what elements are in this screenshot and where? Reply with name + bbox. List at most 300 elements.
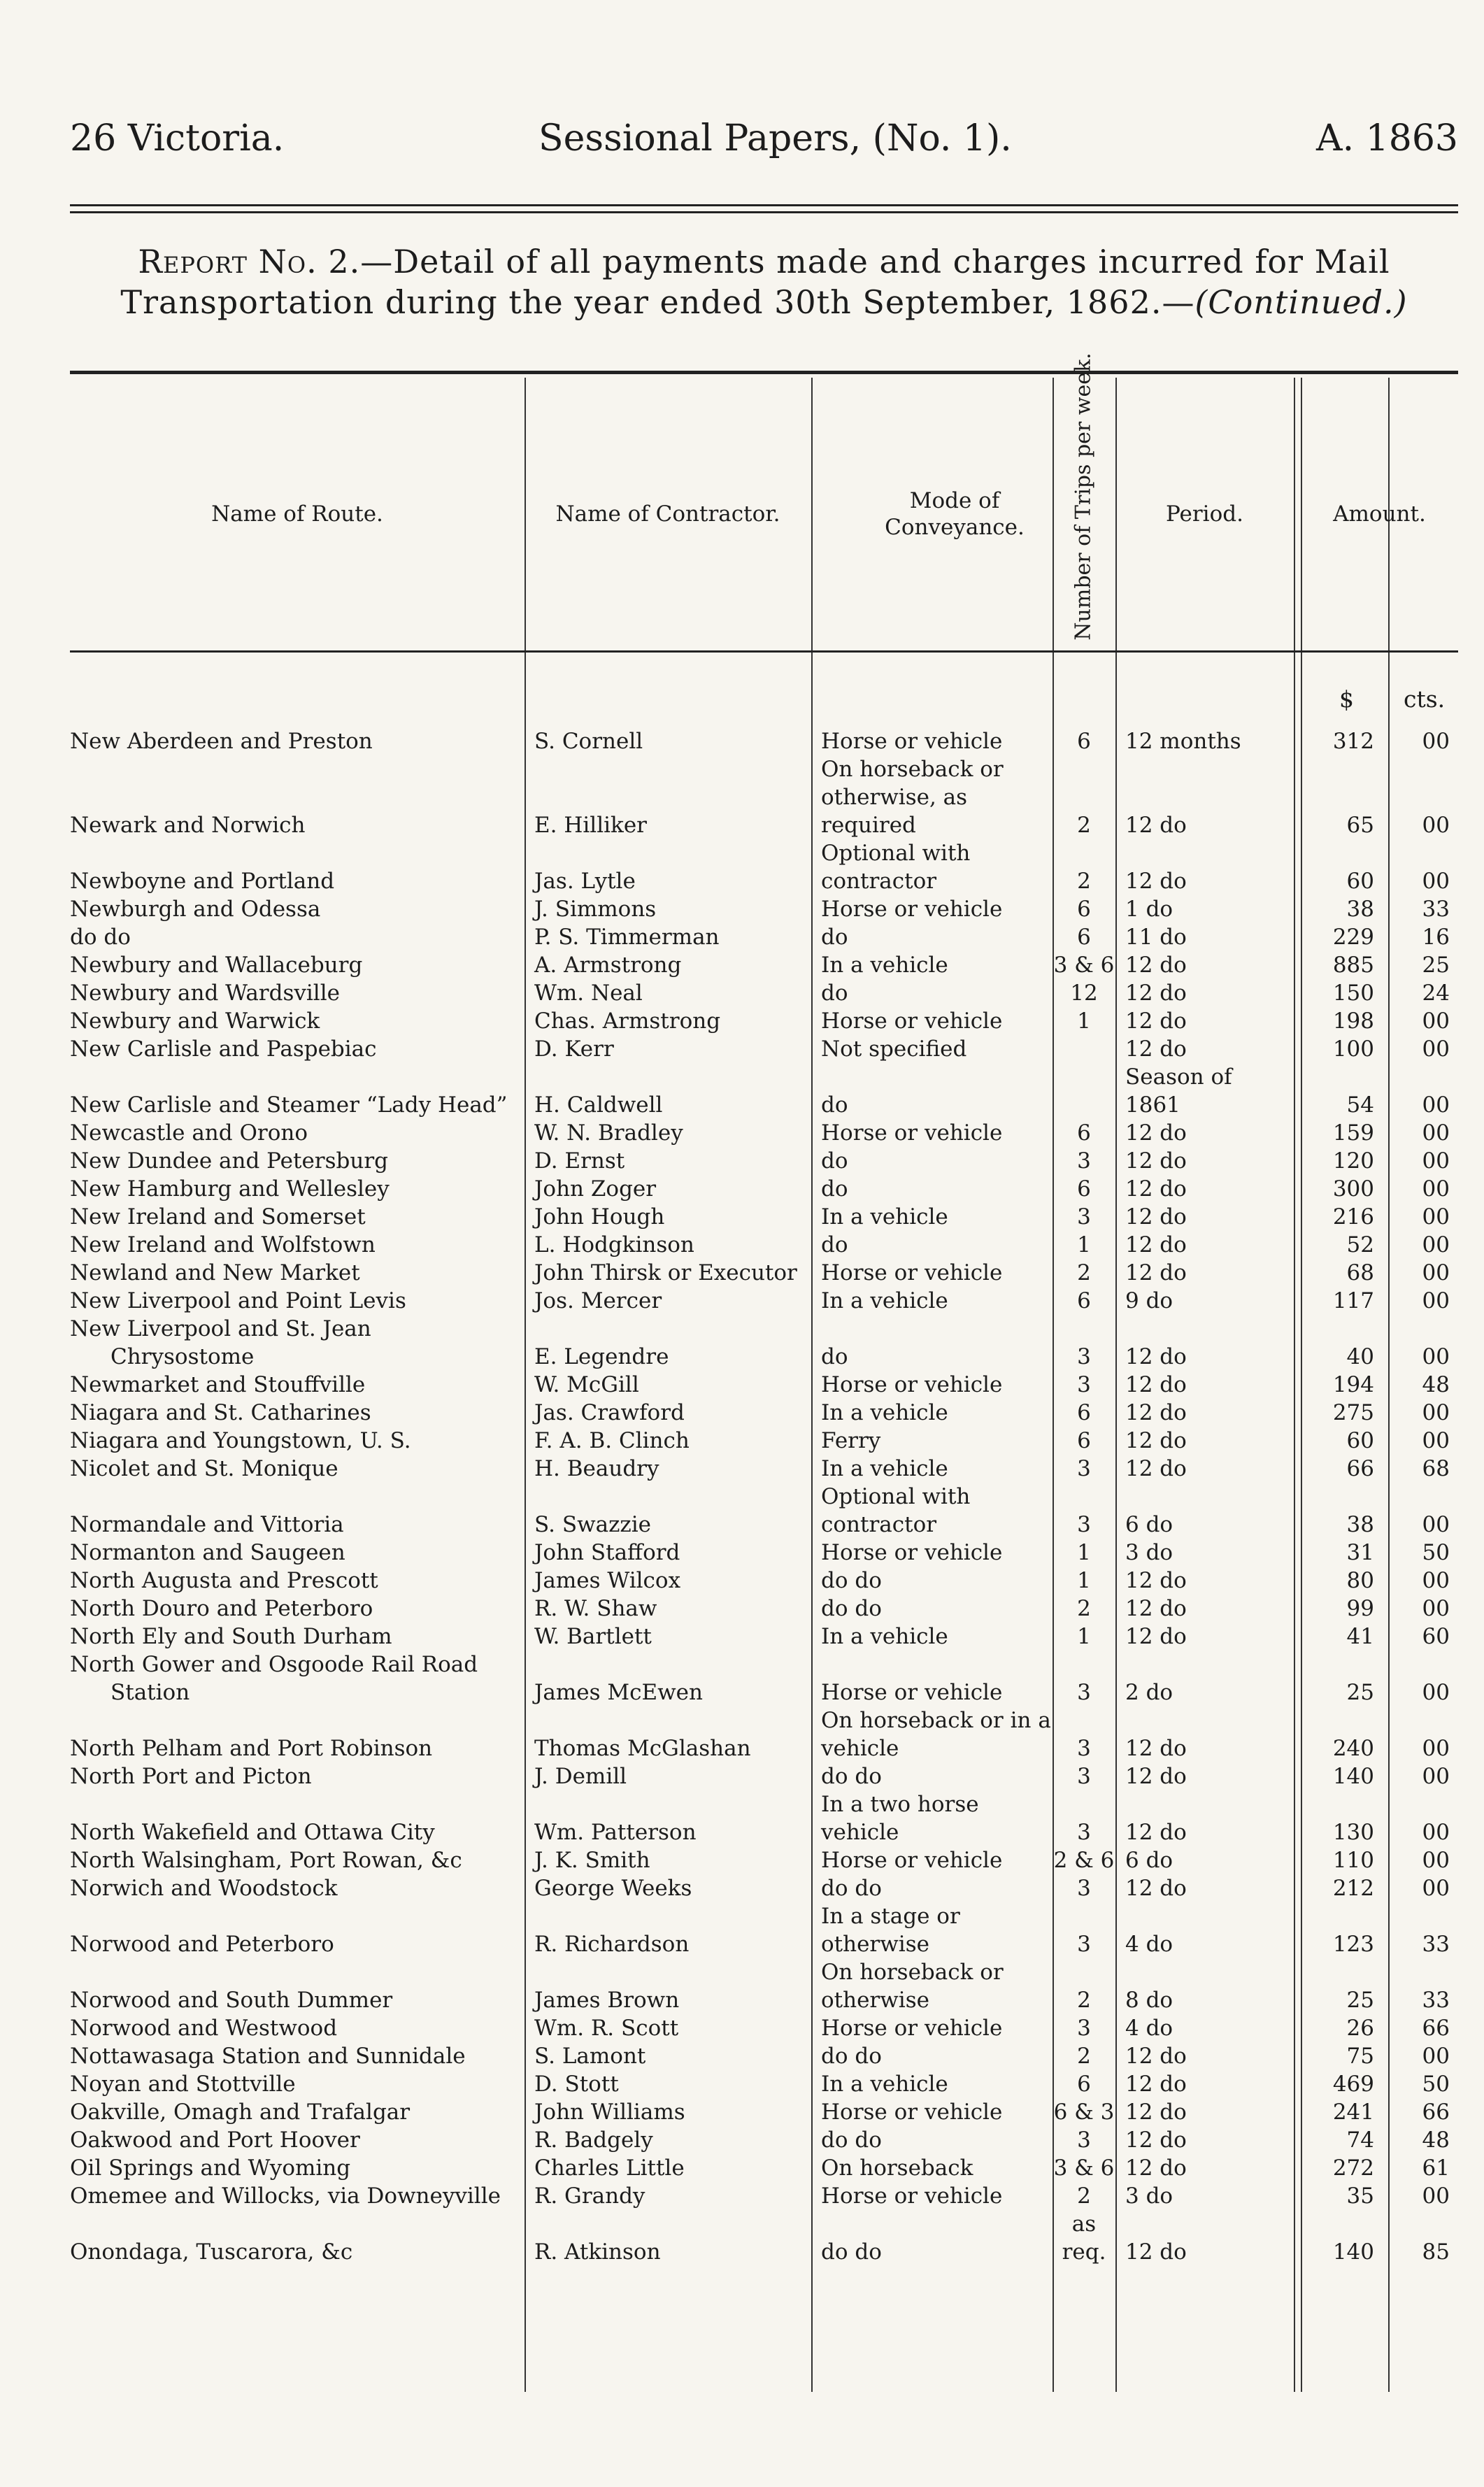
route-cell: Newbury and Wallaceburg	[70, 953, 363, 978]
dollars-cell: 110	[1332, 1848, 1374, 1873]
cents-cell: 61	[1422, 2155, 1450, 2181]
contractor-cell: W. McGill	[534, 1372, 639, 1397]
period-cell: 12 do	[1125, 1876, 1187, 1901]
route-cell: North Gower and Osgoode Rail Road Station	[70, 1652, 478, 1705]
mode-cell: Horse or vehicle	[821, 1120, 1003, 1146]
route-cell: Nottawasaga Station and Sunnidale	[70, 2044, 466, 2069]
route-cell: Newland and New Market	[70, 1260, 360, 1285]
trips-cell: 3 & 6	[1053, 953, 1115, 978]
period-cell: 3 do	[1125, 2183, 1173, 2209]
contractor-cell: A. Armstrong	[534, 953, 682, 978]
mode-cell: do	[821, 925, 848, 950]
cents-cell: 48	[1422, 1372, 1450, 1397]
table-row	[70, 755, 1458, 839]
period-cell: 12 do	[1125, 1820, 1187, 1845]
dollars-cell: 300	[1332, 1176, 1374, 1202]
dollars-cell: 120	[1332, 1148, 1374, 1174]
trips-cell: 1	[1077, 1232, 1091, 1257]
contractor-cell: L. Hodgkinson	[534, 1232, 694, 1257]
contractor-cell: James McEwen	[534, 1680, 703, 1705]
trips-cell: 2	[1077, 2183, 1091, 2209]
trips-cell: 3	[1077, 1456, 1091, 1481]
route-cell: North Port and Picton	[70, 1764, 312, 1789]
trips-cell: 1	[1077, 1540, 1091, 1565]
trips-cell: 2	[1077, 1596, 1091, 1621]
period-cell: 12 do	[1125, 869, 1187, 894]
route-cell: North Douro and Peterboro	[70, 1596, 373, 1621]
contractor-cell: S. Swazzie	[534, 1512, 652, 1537]
contractor-cell: John Zoger	[534, 1176, 657, 1202]
cents-cell: 24	[1422, 981, 1450, 1006]
dollars-cell: 100	[1332, 1036, 1374, 1062]
trips-cell: 6	[1077, 729, 1091, 754]
trips-cell: 3	[1077, 2128, 1091, 2153]
table-row	[70, 1874, 1458, 1902]
table-row	[70, 2182, 1458, 2210]
mode-cell: On horseback	[821, 2155, 973, 2181]
route-cell: Norwood and Peterboro	[70, 1932, 334, 1957]
dollars-cell: 159	[1332, 1120, 1374, 1146]
table-row	[70, 1846, 1458, 1874]
table-body	[70, 685, 1458, 2266]
table-row	[70, 1063, 1458, 1119]
period-cell: 12 do	[1125, 1624, 1187, 1649]
trips-cell: 6 & 3	[1053, 2100, 1115, 2125]
contractor-cell: R. Badgely	[534, 2128, 653, 2153]
period-cell: 12 do	[1125, 953, 1187, 978]
cents-cell: 00	[1422, 1428, 1450, 1453]
contractor-cell: R. Grandy	[534, 2183, 645, 2209]
contractor-cell: Thomas McGlashan	[534, 1736, 751, 1761]
contractor-cell: John Hough	[534, 1204, 665, 1230]
dollars-cell: 140	[1332, 1764, 1374, 1789]
cents-cell: 33	[1422, 1988, 1450, 2013]
table-row	[70, 1762, 1458, 1790]
period-cell: 4 do	[1125, 2016, 1173, 2041]
table-row	[70, 2098, 1458, 2126]
contractor-cell: S. Lamont	[534, 2044, 646, 2069]
table-row	[70, 1007, 1458, 1035]
trips-cell: 3	[1077, 2016, 1091, 2041]
period-cell: 12 do	[1125, 2128, 1187, 2153]
mode-cell: do	[821, 1232, 848, 1257]
dollars-cell: 275	[1332, 1400, 1374, 1425]
table-row	[70, 1455, 1458, 1483]
mode-cell: In a vehicle	[821, 1624, 948, 1649]
mode-cell: do do	[821, 2044, 882, 2069]
contractor-cell: P. S. Timmerman	[534, 925, 720, 950]
route-cell: North Pelham and Port Robinson	[70, 1736, 433, 1761]
period-cell: 12 do	[1125, 981, 1187, 1006]
contractor-cell: W. Bartlett	[534, 1624, 652, 1649]
table-row	[70, 979, 1458, 1007]
year-label: A. 1863	[1316, 117, 1458, 159]
period-cell: 12 do	[1125, 1736, 1187, 1761]
header-period: Period.	[1166, 501, 1243, 527]
trips-cell: 3	[1077, 1820, 1091, 1845]
cents-cell: 00	[1422, 1568, 1450, 1593]
route-cell: Onondaga, Tuscarora, &c	[70, 2239, 353, 2265]
route-cell: New Ireland and Wolfstown	[70, 1232, 376, 1257]
route-cell: Norwich and Woodstock	[70, 1876, 338, 1901]
trips-cell: 6	[1077, 1288, 1091, 1313]
dollars-cell: 75	[1346, 2044, 1374, 2069]
dollars-cell: 241	[1332, 2100, 1374, 2125]
cents-cell: 00	[1422, 1288, 1450, 1313]
period-cell: 9 do	[1125, 1288, 1173, 1313]
mode-cell: do do	[821, 1876, 882, 1901]
dollars-cell: 41	[1346, 1624, 1374, 1649]
period-cell: 12 do	[1125, 1372, 1187, 1397]
contractor-cell: James Brown	[534, 1988, 680, 2013]
table-row	[70, 1595, 1458, 1623]
trips-cell: 3	[1077, 1932, 1091, 1957]
route-cell: Normanton and Saugeen	[70, 1540, 345, 1565]
cents-cell: 48	[1422, 2128, 1450, 2153]
mode-cell: Horse or vehicle	[821, 1009, 1003, 1034]
table-row	[70, 2014, 1458, 2042]
mode-cell: do	[821, 1092, 848, 1118]
trips-cell: 1	[1077, 1568, 1091, 1593]
mode-cell: do do	[821, 1568, 882, 1593]
mode-cell: In a two horse vehicle	[821, 1792, 979, 1845]
table-row	[70, 951, 1458, 979]
cents-cell: 25	[1422, 953, 1450, 978]
table-row	[70, 2042, 1458, 2070]
trips-cell: 6	[1077, 1428, 1091, 1453]
contractor-cell: F. A. B. Clinch	[534, 1428, 690, 1453]
period-cell: 12 do	[1125, 1036, 1187, 1062]
contractor-cell: George Weeks	[534, 1876, 692, 1901]
contractor-cell: Chas. Armstrong	[534, 1009, 721, 1034]
dollars-cell: 25	[1346, 1680, 1374, 1705]
period-cell: 11 do	[1125, 925, 1187, 950]
trips-cell: 1	[1077, 1624, 1091, 1649]
contractor-cell: D. Ernst	[534, 1148, 625, 1174]
cents-cell: 00	[1422, 813, 1450, 838]
header-rule-double	[70, 211, 1458, 213]
table-row	[70, 1371, 1458, 1399]
contractor-cell: J. Simmons	[534, 897, 657, 922]
contractor-cell: D. Kerr	[534, 1036, 614, 1062]
dollars-cell: 140	[1332, 2239, 1374, 2265]
cents-cell: 00	[1422, 2044, 1450, 2069]
dollars-cell: 272	[1332, 2155, 1374, 2181]
route-cell: do do	[70, 925, 131, 950]
dollars-cell: 216	[1332, 1204, 1374, 1230]
mode-cell: Horse or vehicle	[821, 2016, 1003, 2041]
cents-cell: 00	[1422, 1260, 1450, 1285]
period-cell: 12 do	[1125, 2072, 1187, 2097]
route-cell: North Augusta and Prescott	[70, 1568, 378, 1593]
period-cell: 12 do	[1125, 2100, 1187, 2125]
dollars-cell: 38	[1346, 897, 1374, 922]
route-cell: Nicolet and St. Monique	[70, 1456, 338, 1481]
period-cell: 12 do	[1125, 1120, 1187, 1146]
cents-cell: 68	[1422, 1456, 1450, 1481]
dollars-cell: 130	[1332, 1820, 1374, 1845]
mode-cell: In a vehicle	[821, 2072, 948, 2097]
contractor-cell: H. Caldwell	[534, 1092, 663, 1118]
header-amount: Amount.	[1333, 501, 1426, 527]
mode-cell: Ferry	[821, 1428, 881, 1453]
table-row	[70, 1651, 1458, 1706]
cents-cell: 00	[1422, 1009, 1450, 1034]
dollars-cell: 26	[1346, 2016, 1374, 2041]
contractor-cell: E. Legendre	[534, 1344, 669, 1369]
contractor-cell: J. Demill	[534, 1764, 627, 1789]
dollars-cell: 240	[1332, 1736, 1374, 1761]
period-cell: 4 do	[1125, 1932, 1173, 1957]
mode-cell: In a vehicle	[821, 1204, 948, 1230]
dollars-cell: 150	[1332, 981, 1374, 1006]
table-row	[70, 1259, 1458, 1287]
cents-cell: 00	[1422, 1036, 1450, 1062]
period-cell: 12 do	[1125, 1176, 1187, 1202]
table-row	[70, 1539, 1458, 1567]
period-cell: 12 do	[1125, 2239, 1187, 2265]
contractor-cell: Wm. Neal	[534, 981, 643, 1006]
period-cell: 2 do	[1125, 1680, 1173, 1705]
cents-cell: 66	[1422, 2016, 1450, 2041]
route-cell: New Ireland and Somerset	[70, 1204, 366, 1230]
header-contractor: Name of Contractor.	[555, 501, 780, 527]
trips-cell: 6	[1077, 2072, 1091, 2097]
trips-cell: 1	[1077, 1009, 1091, 1034]
payments-table	[70, 352, 1458, 2392]
period-cell: 12 months	[1125, 729, 1241, 754]
mode-cell: Horse or vehicle	[821, 897, 1003, 922]
table-row	[70, 2154, 1458, 2182]
route-cell: New Hamburg and Wellesley	[70, 1176, 390, 1202]
route-cell: Norwood and Westwood	[70, 2016, 338, 2041]
mode-cell: Not specified	[821, 1036, 967, 1062]
period-cell: 12 do	[1125, 2155, 1187, 2181]
mode-cell: Horse or vehicle	[821, 1540, 1003, 1565]
mode-cell: do do	[821, 2239, 882, 2265]
route-cell: Newbury and Wardsville	[70, 981, 340, 1006]
contractor-cell: John Stafford	[534, 1540, 680, 1565]
cents-cell: 00	[1422, 1176, 1450, 1202]
cents-cell: 00	[1422, 729, 1450, 754]
mode-cell: Optional with contractor	[821, 841, 971, 894]
cents-cell: 00	[1422, 1680, 1450, 1705]
cents-cell: 00	[1422, 1400, 1450, 1425]
cents-unit: cts.	[1404, 685, 1446, 713]
period-cell: 12 do	[1125, 1009, 1187, 1034]
dollars-cell: 123	[1332, 1932, 1374, 1957]
cents-cell: 00	[1422, 1204, 1450, 1230]
dollars-cell: 212	[1332, 1876, 1374, 1901]
route-cell: Norwood and South Dummer	[70, 1988, 393, 2013]
period-cell: 6 do	[1125, 1848, 1173, 1873]
dollars-cell: 66	[1346, 1456, 1374, 1481]
dollars-cell: 54	[1346, 1092, 1374, 1118]
mode-cell: On horseback or otherwise	[821, 1960, 1004, 2013]
contractor-cell: E. Hilliker	[534, 813, 647, 838]
table-row	[70, 2210, 1458, 2266]
cents-cell: 00	[1422, 2183, 1450, 2209]
contractor-cell: James Wilcox	[534, 1568, 681, 1593]
trips-cell: 2	[1077, 869, 1091, 894]
dollars-cell: 40	[1346, 1344, 1374, 1369]
cents-cell: 33	[1422, 1932, 1450, 1957]
header-trips-label: Number of Trips per week.	[1071, 352, 1096, 641]
dollars-cell: 885	[1332, 953, 1374, 978]
period-cell: 12 do	[1125, 1400, 1187, 1425]
trips-cell: 2	[1077, 813, 1091, 838]
table-row	[70, 1119, 1458, 1147]
route-cell: Omemee and Willocks, via Downeyville	[70, 2183, 501, 2209]
contractor-cell: S. Cornell	[534, 729, 643, 754]
cents-cell: 00	[1422, 1148, 1450, 1174]
cents-cell: 50	[1422, 2072, 1450, 2097]
dollars-cell: 198	[1332, 1009, 1374, 1034]
contractor-cell: Jos. Mercer	[534, 1288, 662, 1313]
cents-cell: 66	[1422, 2100, 1450, 2125]
trips-cell: 2	[1077, 1988, 1091, 2013]
mode-cell: On horseback or in a vehicle	[821, 1708, 1051, 1761]
mode-cell: Horse or vehicle	[821, 1372, 1003, 1397]
mode-cell: In a vehicle	[821, 1288, 948, 1313]
contractor-cell: Jas. Lytle	[534, 869, 636, 894]
mode-cell: do do	[821, 2128, 882, 2153]
route-cell: North Walsingham, Port Rowan, &c	[70, 1848, 462, 1873]
route-cell: Normandale and Vittoria	[70, 1512, 344, 1537]
cents-cell: 00	[1422, 1736, 1450, 1761]
cents-cell: 00	[1422, 869, 1450, 894]
table-row	[70, 1231, 1458, 1259]
period-cell: Season of 1861	[1125, 1064, 1232, 1118]
trips-cell: 3	[1077, 1512, 1091, 1537]
cents-cell: 50	[1422, 1540, 1450, 1565]
route-cell: North Wakefield and Ottawa City	[70, 1820, 435, 1845]
table-row	[70, 1902, 1458, 1958]
table-row	[70, 1315, 1458, 1371]
trips-cell: 6	[1077, 1120, 1091, 1146]
dollars-cell: 469	[1332, 2072, 1374, 2097]
dollars-unit: $	[1339, 685, 1354, 713]
dollars-cell: 52	[1346, 1232, 1374, 1257]
trips-cell: 6	[1077, 1400, 1091, 1425]
trips-cell: 12	[1070, 981, 1098, 1006]
trips-cell: as req.	[1062, 2211, 1106, 2265]
mode-cell: do do	[821, 1764, 882, 1789]
period-cell: 12 do	[1125, 1428, 1187, 1453]
route-cell: New Dundee and Petersburg	[70, 1148, 388, 1174]
contractor-cell: H. Beaudry	[534, 1456, 659, 1481]
header-rule	[70, 204, 1458, 206]
table-row	[70, 1706, 1458, 1762]
session-label: 26 Victoria.	[70, 117, 285, 159]
dollars-cell: 35	[1346, 2183, 1374, 2209]
period-cell: 12 do	[1125, 1148, 1187, 1174]
route-cell: Oakville, Omagh and Trafalgar	[70, 2100, 411, 2125]
mode-cell: Horse or vehicle	[821, 729, 1003, 754]
period-cell: 12 do	[1125, 1764, 1187, 1789]
contractor-cell: J. K. Smith	[534, 1848, 650, 1873]
mode-cell: do do	[821, 1596, 882, 1621]
route-cell: Newboyne and Portland	[70, 869, 335, 894]
period-cell: 12 do	[1125, 1596, 1187, 1621]
route-cell: Newcastle and Orono	[70, 1120, 308, 1146]
trips-cell: 6	[1077, 1176, 1091, 1202]
trips-cell: 3	[1077, 1736, 1091, 1761]
mode-cell: In a vehicle	[821, 1456, 948, 1481]
route-cell: Noyan and Stottville	[70, 2072, 296, 2097]
table-row	[70, 1287, 1458, 1315]
contractor-cell: Wm. R. Scott	[534, 2016, 679, 2041]
document-title: Sessional Papers, (No. 1).	[538, 117, 1012, 159]
dollars-cell: 229	[1332, 925, 1374, 950]
route-cell: Newark and Norwich	[70, 813, 306, 838]
mode-cell: Horse or vehicle	[821, 2183, 1003, 2209]
table-top-rule	[70, 371, 1458, 374]
mode-cell: do	[821, 1176, 848, 1202]
route-cell: North Ely and South Durham	[70, 1624, 392, 1649]
trips-cell: 2	[1077, 2044, 1091, 2069]
table-row	[70, 2070, 1458, 2098]
cents-cell: 85	[1422, 2239, 1450, 2265]
route-cell: Newmarket and Stouffville	[70, 1372, 366, 1397]
trips-cell: 3	[1077, 1680, 1091, 1705]
report-title	[70, 241, 1458, 322]
contractor-cell: Jas. Crawford	[534, 1400, 685, 1425]
period-cell: 12 do	[1125, 1568, 1187, 1593]
period-cell: 12 do	[1125, 813, 1187, 838]
table-row	[70, 1567, 1458, 1595]
mode-cell: do	[821, 1344, 848, 1369]
dollars-cell: 117	[1332, 1288, 1374, 1313]
table-row	[70, 1483, 1458, 1539]
contractor-cell: John Williams	[534, 2100, 685, 2125]
contractor-cell: Charles Little	[534, 2155, 685, 2181]
period-cell: 1 do	[1125, 897, 1173, 922]
period-cell: 3 do	[1125, 1540, 1173, 1565]
trips-cell: 3	[1077, 1372, 1091, 1397]
dollars-cell: 65	[1346, 813, 1374, 838]
trips-cell: 2 & 6	[1053, 1848, 1115, 1873]
period-cell: 12 do	[1125, 1260, 1187, 1285]
period-cell: 12 do	[1125, 1344, 1187, 1369]
trips-cell: 2	[1077, 1260, 1091, 1285]
route-cell: Oil Springs and Wyoming	[70, 2155, 351, 2181]
cents-cell: 16	[1422, 925, 1450, 950]
mode-cell: Optional with contractor	[821, 1484, 971, 1537]
mode-cell: do	[821, 1148, 848, 1174]
units-row	[70, 685, 1458, 727]
mode-cell: Horse or vehicle	[821, 1848, 1003, 1873]
mode-cell: Horse or vehicle	[821, 1680, 1003, 1705]
dollars-cell: 60	[1346, 1428, 1374, 1453]
contractor-cell: W. N. Bradley	[534, 1120, 683, 1146]
cents-cell: 00	[1422, 1344, 1450, 1369]
period-cell: 12 do	[1125, 2044, 1187, 2069]
table-row	[70, 923, 1458, 951]
report-description: —Detail of all payments made and charges incurred for Mail Transportation during the year ended 30th September, 1862.—	[120, 243, 1390, 321]
period-cell: 12 do	[1125, 1232, 1187, 1257]
table-row	[70, 727, 1458, 755]
route-cell: New Carlisle and Steamer “Lady Head”	[70, 1092, 508, 1118]
period-cell: 12 do	[1125, 1204, 1187, 1230]
route-cell: Newbury and Warwick	[70, 1009, 320, 1034]
route-cell: Niagara and Youngstown, U. S.	[70, 1428, 411, 1453]
route-cell: New Carlisle and Paspebiac	[70, 1036, 377, 1062]
contractor-cell: John Thirsk or Executor	[534, 1260, 797, 1285]
contractor-cell: R. W. Shaw	[534, 1596, 657, 1621]
dollars-cell: 31	[1346, 1540, 1374, 1565]
table-row	[70, 1175, 1458, 1203]
